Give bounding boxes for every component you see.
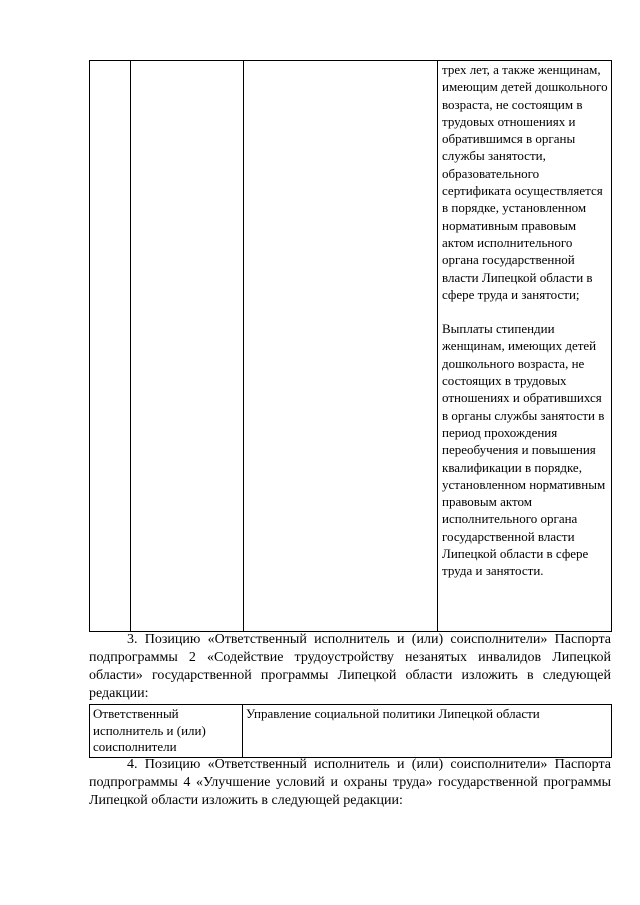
table-row [90,705,612,758]
responsible-executor-table [89,704,612,758]
table-cell-3 [244,61,438,632]
responsible-executor-label: Ответственный исполнитель и (или) соисполнители [90,705,243,758]
paragraph-item-4: 4. Позицию «Ответственный исполнитель и (или) соисполнители» Паспорта подпрограммы 4 «Улучшение условий и охраны труда» государственной программы Липецкой области изложить в следующей редакции: [89,757,611,808]
paragraph-item-3: 3. Позицию «Ответственный исполнитель и (или) соисполнители» Паспорта подпрограммы 2 «Содействие трудоустройству незанятых инвалидов Липецкой области» государственной программы Липецкой области изложить в следующей редакции: [89,632,611,701]
table-cell-1 [90,61,131,632]
responsible-executor-value: Управление социальной политики Липецкой области [243,705,612,758]
cell-paragraph-stipend: Выплаты стипендии женщинам, имеющих детей дошкольного возраста, не состоящих в трудовых отношениях и обратившихся в органы службы занятости в период прохождения переобучения и повышения квалификации в порядке, установленном нормативным правовым актом исполнительного органа государственной власти Липецкой области в сфере труда и занятости. [442,321,606,579]
cell-paragraph-education-certificate: трех лет, а также женщинам, имеющим детей дошкольного возраста, не состоящим в трудовых отношениях и обратившимся в органы службы занятости, образовательного сертификата осуществляется в порядке, установленном нормативным правовым актом исполнительного органа государственной власти Липецкой области в сфере труда и занятости; [442,62,608,302]
table-cell-4 [438,61,612,632]
table-row [90,61,612,632]
table-cell-2 [131,61,244,632]
passport-table-continuation [89,60,612,632]
